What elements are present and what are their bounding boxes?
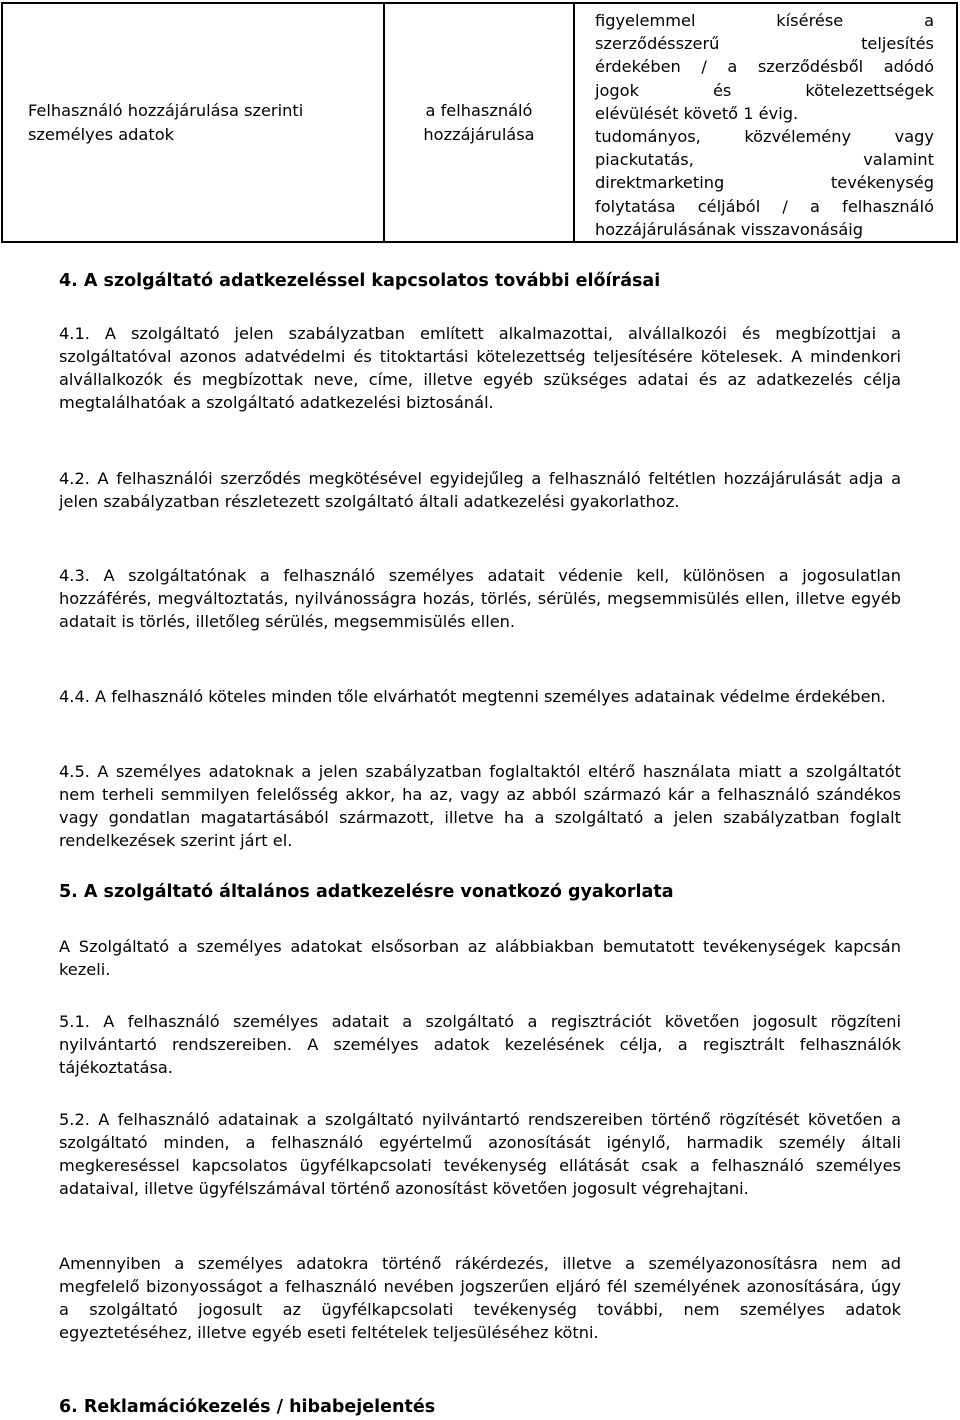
- paragraph-5-1: 5.1. A felhasználó személyes adatait a szolgáltató a regisztrációt követően jogosult rögzíteni nyilvántartó rendszereiben. A személyes adatok kezelésének célja, a regisztrált felhasználók tájékoztatása.: [59, 1012, 901, 1078]
- paragraph-4-5: 4.5. A személyes adatoknak a jelen szabályzatban foglaltaktól eltérő használata miatt a szolgáltatót nem terheli semmilyen felelősség akkor, ha az, vagy az abból származó kár a felhasználó szándékos vagy gondatlan magatartásából származott, illetve ha a szolgáltató a jelen szabályzatban foglalt rendelkezések szerint járt el.: [59, 762, 901, 851]
- retention-line: folytatása céljából / a felhasználó: [595, 196, 934, 216]
- table-cell-retention: [574, 3, 957, 242]
- table-cell-data-type: [2, 3, 384, 242]
- retention-line: tudományos, közvélemény vagy: [595, 127, 934, 147]
- paragraph-4-2: 4.2. A felhasználói szerződés megkötésével egyidejűleg a felhasználó feltétlen hozzájárulását adja a jelen szabályzatban részletezett szolgáltató általi adatkezelési gyakorlathoz.: [59, 469, 901, 512]
- section-5-heading: 5. A szolgáltató általános adatkezelésre vonatkozó gyakorlata: [59, 882, 674, 902]
- table-cell-legal-basis: [384, 3, 574, 242]
- data-type-line-2: személyes adatok: [28, 124, 174, 144]
- data-type-line-1: Felhasználó hozzájárulása szerinti: [28, 100, 304, 120]
- section-6-heading: 6. Reklamációkezelés / hibabejelentés: [59, 1397, 436, 1417]
- retention-line: érdekében / a szerződésből adódó: [595, 57, 934, 77]
- retention-line: hozzájárulásának visszavonásáig: [595, 219, 864, 239]
- legal-basis-line-1: a felhasználó: [425, 100, 533, 120]
- retention-line: elévülését követő 1 évig.: [595, 103, 799, 123]
- retention-line: figyelemmel kísérése a: [595, 11, 934, 30]
- retention-line: jogok és kötelezettségek: [595, 80, 934, 100]
- table-row: [2, 3, 957, 242]
- retention-line: direktmarketing tevékenység: [595, 173, 934, 193]
- paragraph-5-3: Amennyiben a személyes adatokra történő rákérdezés, illetve a személyazonosításra nem ad megfelelő bizonyosságot a felhasználó nevében jogszerűen eljáró fél személyének azonosítására, úgy a szolgáltató jogosult az ügyfélkapcsolati tevékenység további, nem személyes adatok egyeztetéséhez, illetve egyéb eseti feltételek teljesüléséhez kötni.: [59, 1254, 901, 1343]
- paragraph-4-1: 4.1. A szolgáltató jelen szabályzatban említett alkalmazottai, alvállalkozói és megbízottjai a szolgáltatóval azonos adatvédelmi és titoktartási kötelezettség teljesítésére kötelesek. A mindenkori alvállalkozók és megbízottak neve, címe, illetve egyéb szükséges adatai és az adatkezelés célja megtalálhatóak a szolgáltató adatkezelési biztosánál.: [59, 324, 901, 413]
- paragraph-4-3: 4.3. A szolgáltatónak a felhasználó személyes adatait védenie kell, különösen a jogosulatlan hozzáférés, megváltoztatás, nyilvánosságra hozás, törlés, sérülés, megsemmisülés ellen, illetve egyéb adatait is törlés, illetőleg sérülés, megsemmisülés ellen.: [59, 566, 901, 632]
- paragraph-4-4: 4.4. A felhasználó köteles minden tőle elvárhatót megtenni személyes adatainak védelme érdekében.: [59, 687, 886, 706]
- legal-basis-line-2: hozzájárulása: [423, 124, 535, 144]
- section-4-heading: 4. A szolgáltató adatkezeléssel kapcsolatos további előírásai: [59, 271, 661, 291]
- data-processing-table: [1, 2, 958, 243]
- paragraph-5-intro: A Szolgáltató a személyes adatokat elsősorban az alábbiakban bemutatott tevékenységek kapcsán kezeli.: [59, 937, 901, 980]
- paragraph-5-2: 5.2. A felhasználó adatainak a szolgáltató nyilvántartó rendszereiben történő rögzítését követően a szolgáltató minden, a felhasználó egyértelmű azonosítását igénylő, harmadik személy általi megkereséssel kapcsolatos ügyfélkapcsolati tevékenység ellátását csak a felhasználó személyes adataival, illetve ügyfélszámával történő azonosítást követően jogosult végrehajtani.: [59, 1110, 901, 1199]
- retention-line: piackutatás, valamint: [595, 150, 934, 170]
- retention-line: szerződésszerű teljesítés: [595, 34, 934, 54]
